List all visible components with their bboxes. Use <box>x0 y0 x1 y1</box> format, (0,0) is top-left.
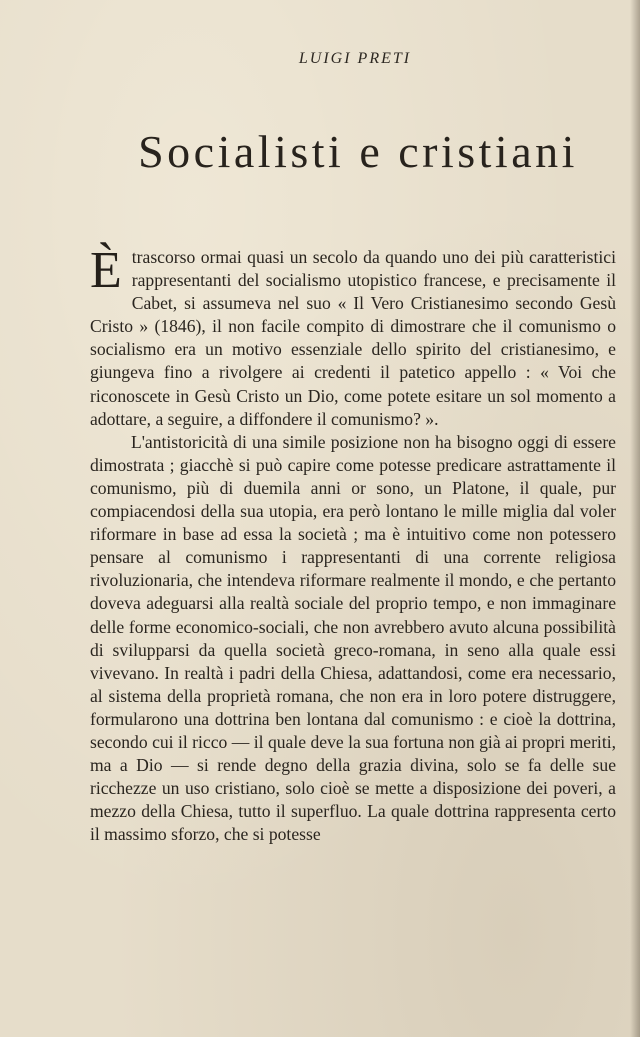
paragraph-2: L'antistoricità di una simile posizione non ha bisogno oggi di essere dimostrata ; giacchè si può capire come potesse predicare astrattamente il comunismo, più di duemila anni or sono, un Platone, il quale, pur compiacendosi della sua utopia, era però lontano le mille miglia dal voler riformare in base ad essa la società ; ma è intuitivo come non potessero pensare al comunismo i rappresentanti di una corrente religiosa rivoluzionaria, che intendeva riformare realmente il mondo, e che pertanto doveva adeguarsi alla realtà sociale del proprio tempo, e non immaginare delle forme economico-sociali, che non avrebbero avuto alcuna possibilità di svilupparsi da quella società greco-romana, in seno alla quale essi vivevano. In realtà i padri della Chiesa, adattandosi, come era necessario, al sistema della proprietà romana, che non era in loro potere distruggere, formularono una dottrina ben lontana dal comunismo : e cioè la dottrina, secondo cui il ricco — il quale deve la sua fortuna non già ai propri meriti, ma a Dio — si rende degno della grazia divina, solo se fa delle sue ricchezze un uso cristiano, solo cioè se mette a disposizione dei poveri, a mezzo della Chiesa, tutto il superfluo. La quale dottrina rappresenta certo il massimo sforzo, che si potesse <box>90 431 616 845</box>
paragraph-1-text: trascorso ormai quasi un secolo da quando uno dei più caratteristici rappresentanti del socialismo utopistico francese, e precisamente il Cabet, si assumeva nel suo « Il Vero Cristianesimo secondo Gesù Cristo » (1846), il non facile compito di dimostrare che il comunismo o socialismo era un motivo essenziale dello spirito del cristianesimo, e giungeva fino a rivolgere ai credenti il patetico appello : « Voi che riconoscete in Gesù Cristo un Dio, come potete esitare un sol momento a adottare, a seguire, a diffondere il comunismo? ». <box>90 247 616 429</box>
drop-cap: È <box>90 242 122 299</box>
article-title: Socialisti e cristiani <box>138 126 578 177</box>
author-heading: LUIGI PRETI <box>298 50 412 67</box>
article-body <box>90 242 616 846</box>
paragraph-1 <box>90 242 616 431</box>
